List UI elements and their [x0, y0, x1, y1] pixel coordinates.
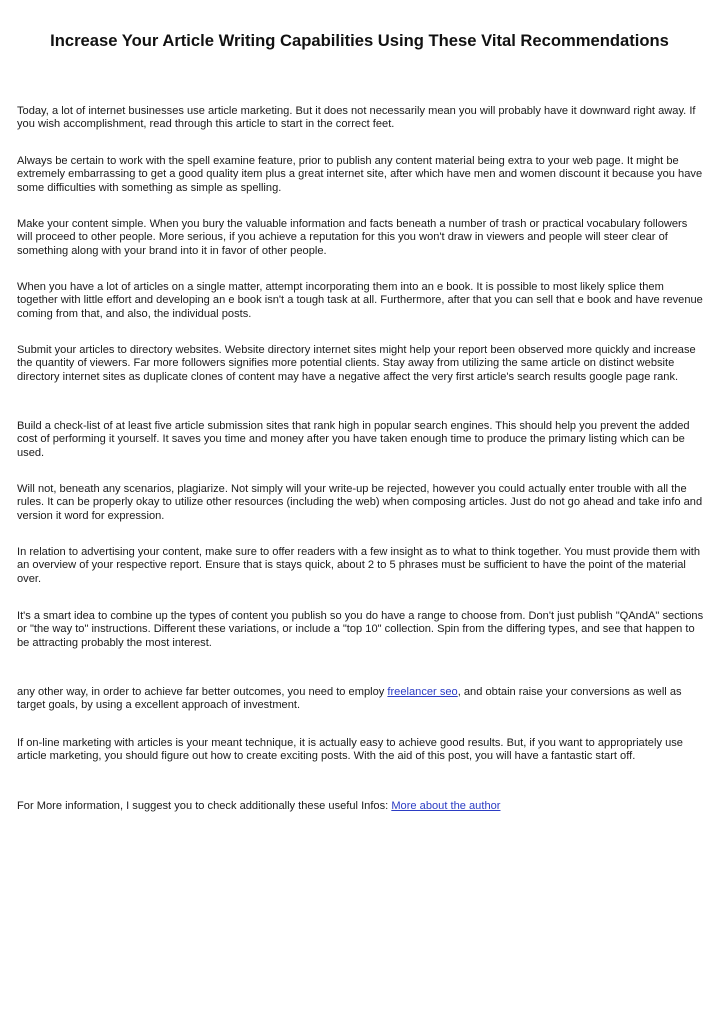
paragraph-directory-websites: Submit your articles to directory websites. Website directory internet sites might help your report been observed more quickly and increase the quantity of viewers. Far more followers signifies more potential clients. Stay away from utilizing the same article on distinct website directory internet sites as duplicate clones of content may have a negative affect the very first article's search results google page rank. [17, 344, 696, 383]
paragraph-e-book: When you have a lot of articles on a single matter, attempt incorporating them into an e book. It is possible to most likely splice them together with little effort and developing an e book isn't a tough task at all. Furthermore, after that you can sell that e book and have revenue coming from that, and also, the individual posts. [17, 281, 703, 320]
paragraph-check-list: Build a check-list of at least five article submission sites that rank high in popular search engines. This should help you prevent the added cost of performing it yourself. It saves you time and money after you have taken enough time to produce the primary listing which can be used. [17, 420, 690, 459]
paragraph-intro: Today, a lot of internet businesses use article marketing. But it does not necessarily mean you will probably have it downward right away. If you wish accomplishment, read through this article to start in the correct feet. [17, 105, 696, 131]
freelancer-seo-link[interactable]: freelancer seo [387, 686, 458, 698]
link-paragraph-text-after: , and obtain raise your conversions as well as target goals, by using a excellent approach of investment. [17, 686, 682, 712]
more-info-text: For More information, I suggest you to check additionally these useful Infos: [17, 800, 392, 812]
paragraph-closing: If on-line marketing with articles is your meant technique, it is actually easy to achieve good results. But, if you want to appropriately use article marketing, you should figure out how to create exciting posts. With the aid of this post, you will have a fantastic start off. [17, 737, 683, 763]
more-about-author-link[interactable]: More about the author [391, 800, 501, 812]
paragraph-more-info [17, 800, 705, 813]
document-title: Increase Your Article Writing Capabilities Using These Vital Recommendations [50, 31, 669, 50]
link-paragraph-text-before: any other way, in order to achieve far better outcomes, you need to employ [17, 686, 388, 698]
paragraph-simple-content: Make your content simple. When you bury the valuable information and facts beneath a number of trash or practical vocabulary followers will proceed to other people. More serious, if you achieve a reputation for this you won't draw in viewers and people will steer clear of something along with your brand into it in favor of other people. [17, 218, 688, 257]
paragraph-advertising: In relation to advertising your content, make sure to offer readers with a few insight as to what to think together. You must provide them with an overview of your respective report. Ensure that is stays quick, about 2 to 5 phrases must be sufficient to have the point of the material over. [17, 546, 701, 585]
paragraph-spell-check: Always be certain to work with the spell examine feature, prior to publish any content material being extra to your web page. It might be extremely embarrassing to get a good quality item plus a great internet site, after which have men and women discount it because you have some difficulties with something as simple as spelling. [17, 155, 703, 194]
paragraph-content-types: It's a smart idea to combine up the types of content you publish so you do have a range to choose from. Don't just publish "QAndA" sections or "the way to" instructions. Different these variations, or include a "top 10" collection. Spin from the differing types, and see that happen to be attracting probably the most interest. [17, 610, 704, 649]
paragraph-freelancer-seo [17, 686, 705, 713]
paragraph-plagiarize: Will not, beneath any scenarios, plagiarize. Not simply will your write-up be rejected, however you could actually enter trouble with all the rules. It can be properly okay to utilize other resources (including the web) when composing articles. Just do not go ahead and take info and version it word for expression. [17, 483, 703, 522]
